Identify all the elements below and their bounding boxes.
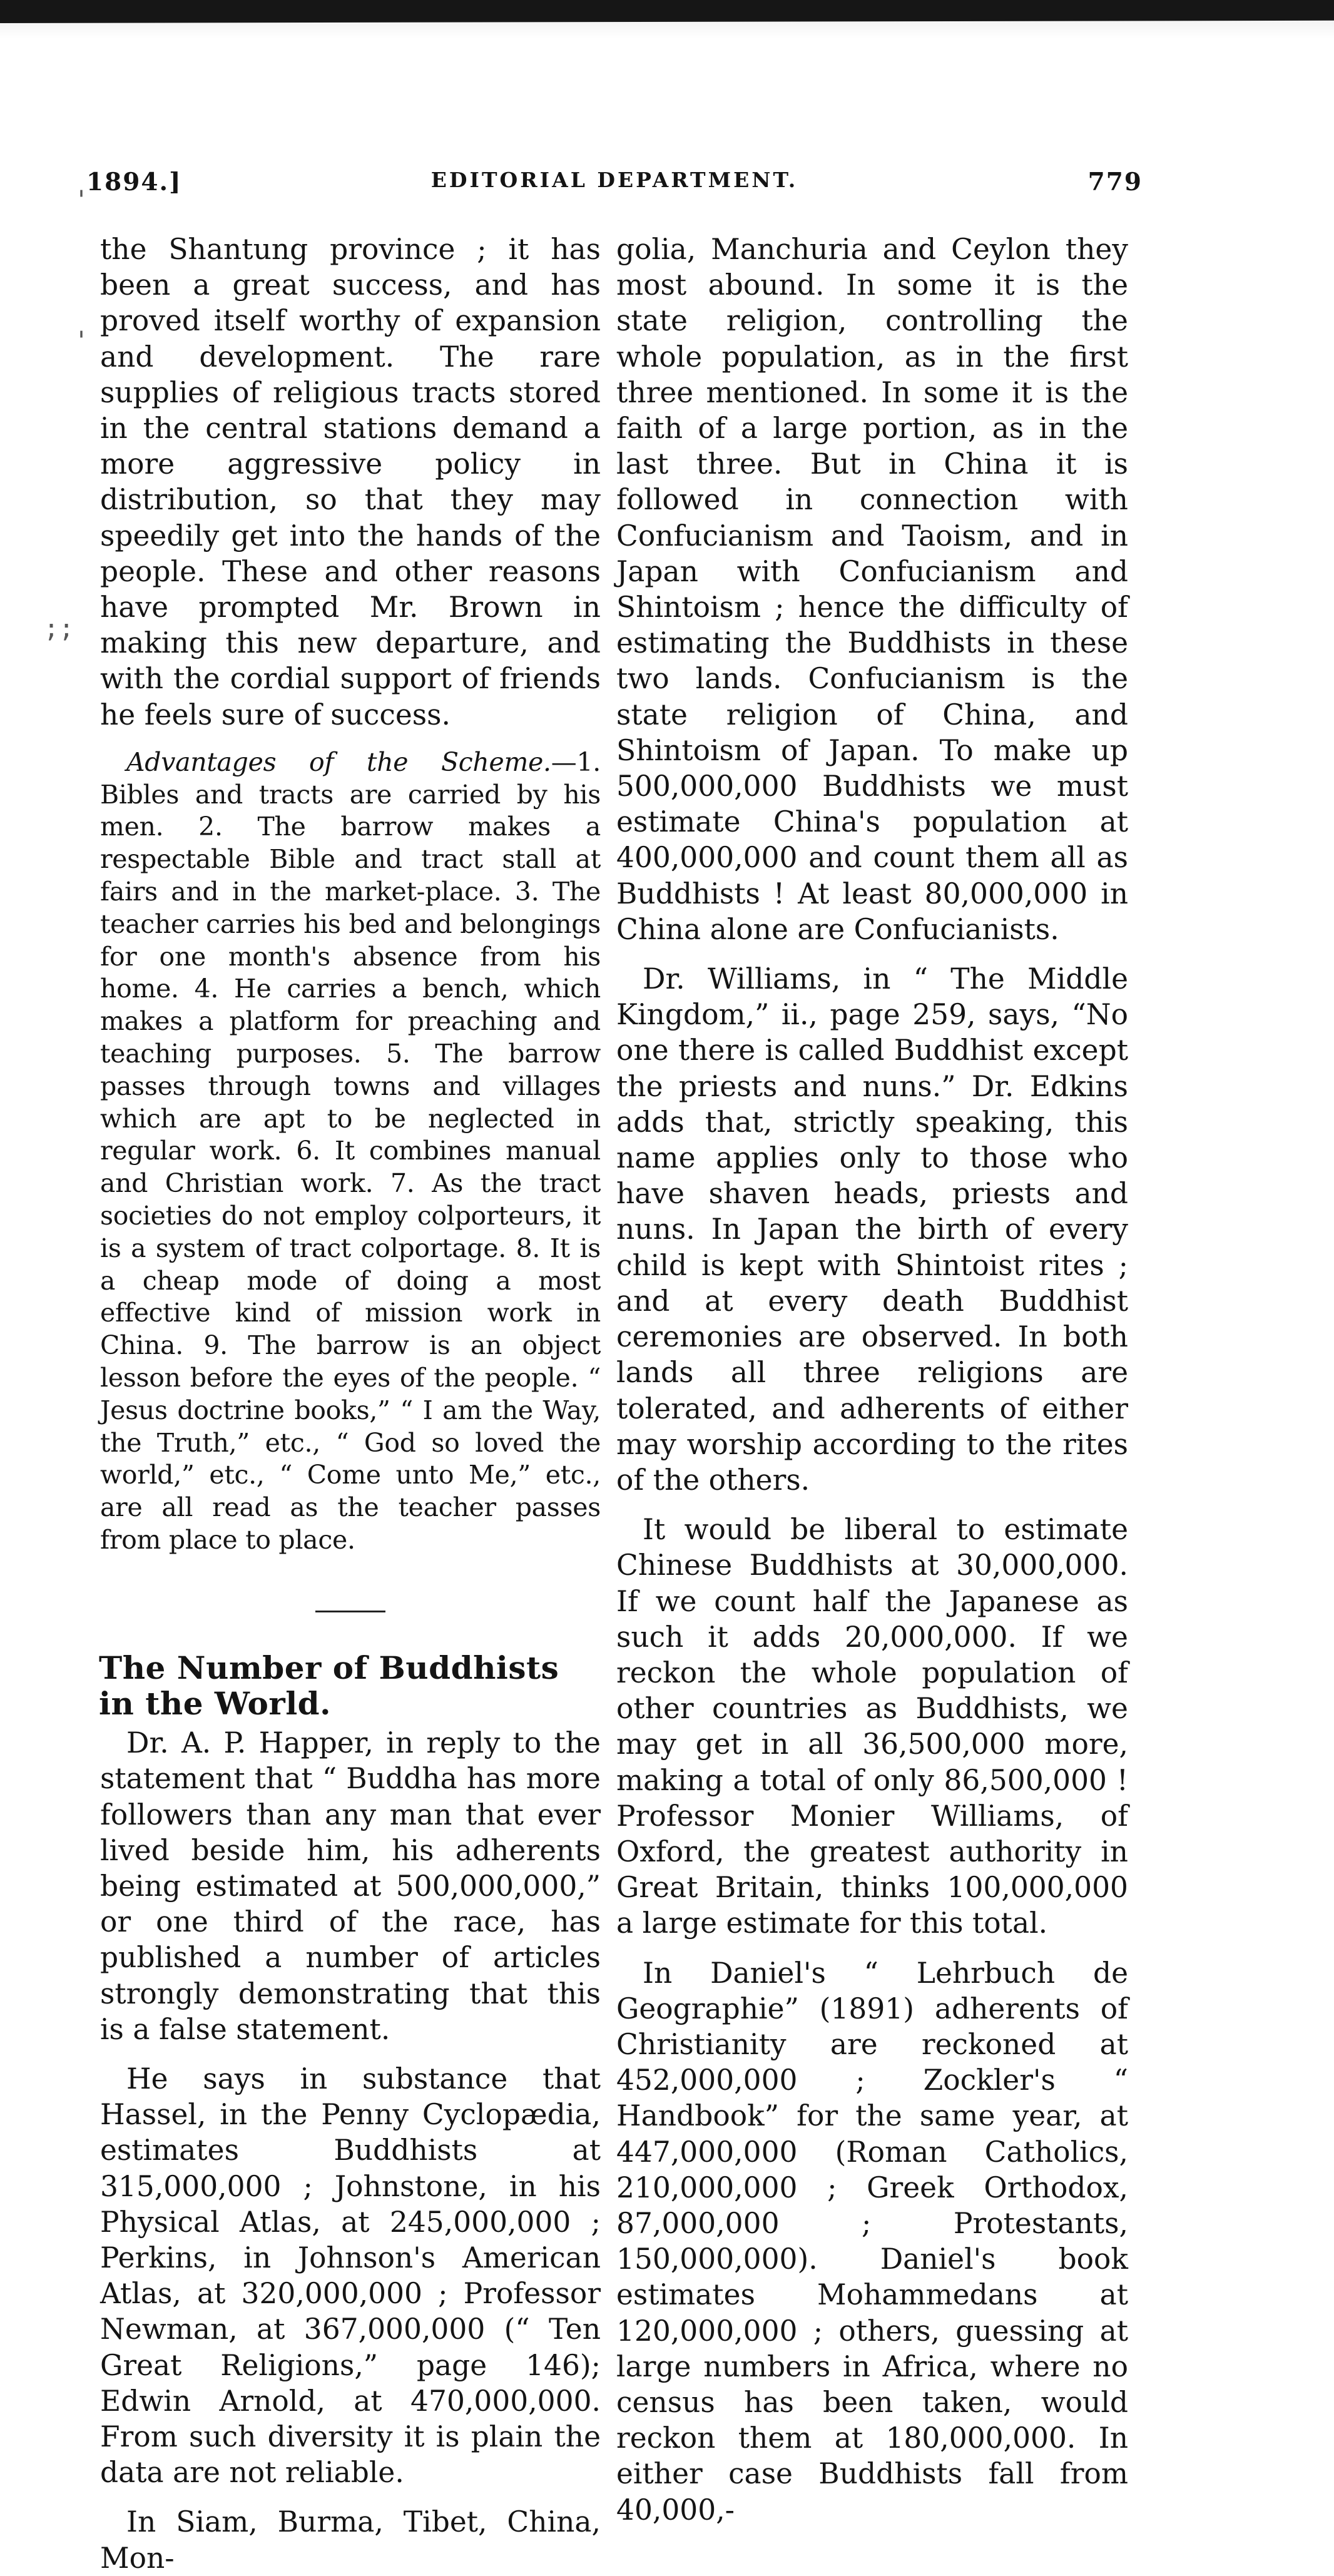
spacer — [616, 1498, 1128, 1512]
header-section-title: EDITORIAL DEPARTMENT. — [430, 168, 798, 192]
header-year: 1894.] — [86, 168, 182, 196]
spacer — [616, 947, 1128, 961]
advantages-text: —1. Bibles and tracts are carried by his men. 2. The barrow makes a respectable Bible and tract stall at fairs and in the market-place. 3. The teacher carries his bed and belongings for one month's absence from his home. 4. He carries a bench, which makes a platform for preaching and teaching purposes. 5. The barrow passes through towns and villages which are apt to be neglected in regular work. 6. It combines manual and Christian work. 7. As the tract societies do not employ colporteurs, it is a system of tract colportage. 8. It is a cheap mode of doing a most effective kind of mission work in China. 9. The barrow is an object lesson before the eyes of the people. “ Jesus doctrine books,” “ I am the Way, the Truth,” etc., “ God so loved the world,” etc., “ Come unto Me,” etc., are all read as the teacher passes from place to place. — [100, 746, 601, 1555]
advantages-title: Advantages of the Scheme. — [126, 746, 551, 777]
paragraph: the Shantung province ; it has been a great success, and has proved itself worthy of expansion and development. The rare supplies of religious tracts stored in the central stations demand a more aggressive policy in distribution, so that they may speedily get into the hands of the people. These and other reasons have prompted Mr. Brown in making this new departure, and with the cordial support of friends he feels sure of success. — [100, 233, 601, 731]
paragraph: In Siam, Burma, Tibet, China, Mon- — [100, 2505, 601, 2575]
running-header — [86, 168, 1143, 208]
margin-mark: ' — [74, 327, 89, 355]
margin-mark: ;; — [44, 614, 74, 643]
advantages-paragraph — [100, 746, 601, 1557]
paragraph: Dr. Williams, in “ The Middle Kingdom,” ii., page 259, says, “No one there is called Buddhist except the priests and nuns.” Dr. Edkins adds that, strictly speaking, this name applies only to those who have shaven heads, priests and nuns. In Japan the birth of every child is kept with Shintoist rites ; and at every death Buddhist ceremonies are observed. In both lands all three religions are tolerated, and adherents of either may worship according to the rites of the others. — [616, 962, 1128, 1497]
left-column — [100, 232, 601, 2576]
spacer — [616, 1942, 1128, 1955]
right-column — [616, 232, 1128, 2528]
paragraph: He says in substance that Hassel, in the Penny Cyclopædia, estimates Buddhists at 315,000,000 ; Johnstone, in his Physical Atlas, at 245,000,000 ; Perkins, in Johnson's American Atlas, at 320,000,000 ; Professor Newman, at 367,000,000 (“ Ten Great Religions,” page 146); Edwin Arnold, at 470,000,000. From such diversity it is plain the data are not reliable. — [100, 2062, 601, 2490]
paragraph: In Daniel's “ Lehrbuch de Geographie” (1891) adherents of Christianity are reckoned at 452,000,000 ; Zockler's “ Handbook” for the same year, at 447,000,000 (Roman Catholics, 210,000,000 ; Greek Orthodox, 87,000,000 ; Protestants, 150,000,000). Daniel's book estimates Mohammedans at 120,000,000 ; others, guessing at large numbers in Africa, where no census has been taken, would reckon them at 180,000,000. In either case Buddhists fall from 40,000,- — [616, 1956, 1128, 2527]
spacer — [100, 2047, 601, 2061]
spacer — [100, 733, 601, 746]
paragraph: It would be liberal to estimate Chinese Buddhists at 30,000,000. If we count half the Japanese as such it adds 20,000,000. If we reckon the whole population of other countries as Buddhists, we may get in all 36,500,000 more, making a total of only 86,500,000 ! Professor Monier Williams, of Oxford, the greatest authority in Great Britain, thinks 100,000,000 a large estimate for this total. — [616, 1513, 1128, 1940]
page-number: 779 — [1087, 168, 1143, 196]
margin-mark: ' — [74, 186, 89, 215]
paragraph: golia, Manchuria and Ceylon they most abound. In some it is the state religion, controlling the whole population, as in the first three mentioned. In some it is the faith of a large portion, as in the last three. But in China it is followed in connection with Confucianism and Taoism, and in Japan with Confucianism and Shintoism ; hence the difficulty of estimating the Buddhists in these two lands. Confucianism is the state religion of China, and Shintoism of Japan. To make up 500,000,000 Buddhists we must estimate China's population at 400,000,000 and count them all as Buddhists ! At least 80,000,000 in China alone are Confucianists. — [616, 233, 1128, 946]
spacer — [100, 2490, 601, 2504]
paragraph: Dr. A. P. Happer, in reply to the statement that “ Buddha has more followers than any man that ever lived beside him, his adherents being estimated at 500,000,000,” or one third of the race, has published a number of articles strongly demonstrating that this is a false statement. — [100, 1726, 601, 2046]
section-heading: The Number of Buddhists in the World. — [99, 1649, 559, 1722]
section-divider — [315, 1611, 385, 1612]
